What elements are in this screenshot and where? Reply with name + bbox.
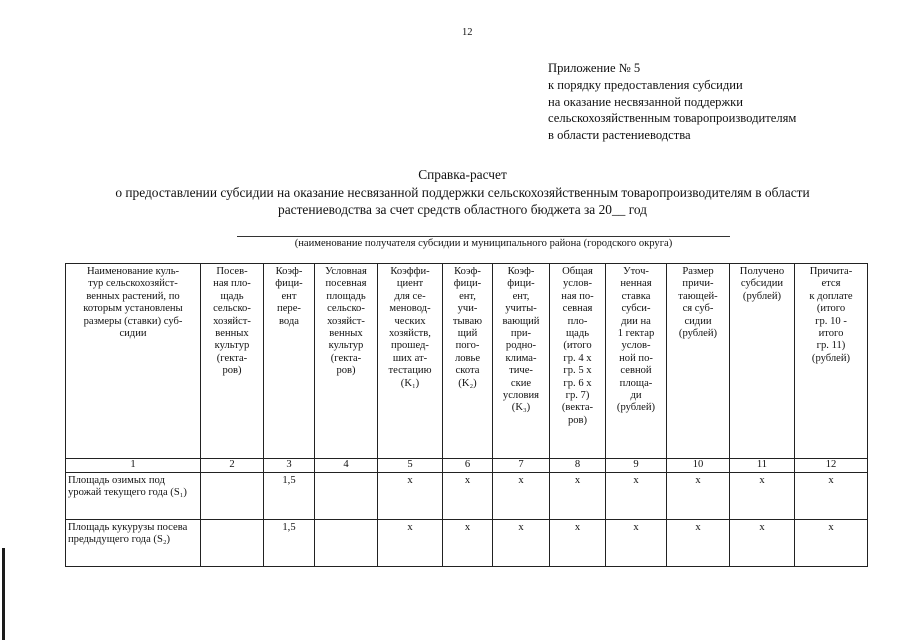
table-cell: 1,5 bbox=[264, 473, 315, 520]
column-header: Условная посевная площадь сельско- хозяйст- венных культур (гекта- ров) bbox=[315, 264, 378, 459]
table-cell bbox=[201, 520, 264, 567]
annex-line: на оказание несвязанной поддержки bbox=[548, 94, 744, 109]
table-cell: х bbox=[667, 520, 730, 567]
column-header: Посев- ная пло- щадь сельско- хозяйст- венных культур (гекта- ров) bbox=[201, 264, 264, 459]
table-cell: х bbox=[730, 473, 795, 520]
column-header: Уточ- ненная ставка субси- дии на 1 гектар услов- ной по- севной площа- ди (рублей) bbox=[606, 264, 667, 459]
table-cell bbox=[315, 520, 378, 567]
column-number: 12 bbox=[795, 459, 868, 473]
column-number: 8 bbox=[550, 459, 606, 473]
table-header-row bbox=[66, 264, 868, 459]
crop-name-cell: Площадь кукурузы посева предыдущего года (S₂) bbox=[66, 520, 201, 567]
annex-line: к порядку предоставления субсидии bbox=[548, 77, 743, 92]
column-number: 9 bbox=[606, 459, 667, 473]
table-row bbox=[66, 520, 868, 567]
column-number: 6 bbox=[443, 459, 493, 473]
column-number: 4 bbox=[315, 459, 378, 473]
column-header: Наименование куль- тур сельскохозяйст- венных растений, по которым установлены размеры (ставки) суб- сидии bbox=[66, 264, 201, 459]
table-cell: х bbox=[550, 520, 606, 567]
column-header: Причита- ется к доплате (итого гр. 10 - итого гр. 11) (рублей) bbox=[795, 264, 868, 459]
table-cell bbox=[201, 473, 264, 520]
annex-line: сельскохозяйственным товаропроизводителям bbox=[548, 111, 797, 126]
column-number-row bbox=[66, 459, 868, 473]
column-number: 2 bbox=[201, 459, 264, 473]
table-cell: х bbox=[443, 520, 493, 567]
scan-edge-mark bbox=[2, 548, 5, 640]
document-heading: Справка-расчет bbox=[418, 167, 507, 182]
column-number: 10 bbox=[667, 459, 730, 473]
table-cell: х bbox=[493, 473, 550, 520]
recipient-blank-line bbox=[237, 236, 730, 237]
table-cell bbox=[315, 473, 378, 520]
column-header: Коэффи- циент для се- меновод- ческих хозяйств, прошед- ших ат- тестацию (K₁) bbox=[378, 264, 443, 459]
crop-name-cell: Площадь озимых под урожай текущего года (S₁) bbox=[66, 473, 201, 520]
table-cell: х bbox=[795, 473, 868, 520]
column-header: Получено субсидии (рублей) bbox=[730, 264, 795, 459]
table-cell: х bbox=[606, 473, 667, 520]
table-cell: х bbox=[730, 520, 795, 567]
subsidy-calculation-table bbox=[65, 263, 868, 567]
column-number: 3 bbox=[264, 459, 315, 473]
document-subtitle-line: растениеводства за счет средств областного бюджета за 20__ год bbox=[278, 202, 647, 217]
recipient-caption: (наименование получателя субсидии и муниципального района (городского округа) bbox=[294, 238, 673, 249]
page-number: 12 bbox=[462, 27, 473, 38]
table-cell: х bbox=[550, 473, 606, 520]
table-cell: х bbox=[443, 473, 493, 520]
column-number: 11 bbox=[730, 459, 795, 473]
annex-title: Приложение № 5 bbox=[548, 61, 641, 75]
table-cell: х bbox=[606, 520, 667, 567]
column-number: 5 bbox=[378, 459, 443, 473]
table-cell: х bbox=[378, 473, 443, 520]
column-number: 1 bbox=[66, 459, 201, 473]
column-header: Коэф- фици- ент пере- вода bbox=[264, 264, 315, 459]
column-header: Коэф- фици- ент, учи- тываю щий пого- ловье скота (K₂) bbox=[443, 264, 493, 459]
table-cell: 1,5 bbox=[264, 520, 315, 567]
annex-line: в области растениеводства bbox=[548, 128, 691, 143]
column-header: Коэф- фици- ент, учиты- вающий при- родно- клима- тиче- ские условия (K₃) bbox=[493, 264, 550, 459]
table-cell: х bbox=[667, 473, 730, 520]
document-title bbox=[40, 166, 885, 219]
table-cell: х bbox=[493, 520, 550, 567]
table-cell: х bbox=[795, 520, 868, 567]
document-subtitle-line: о предоставлении субсидии на оказание несвязанной поддержки сельскохозяйственным товаропроизводителям в области bbox=[115, 184, 810, 200]
table-cell: х bbox=[378, 520, 443, 567]
column-header: Общая услов- ная по- севная пло- щадь (итого гр. 4 х гр. 5 х гр. 6 х гр. 7) (векта- ров) bbox=[550, 264, 606, 459]
table-row bbox=[66, 473, 868, 520]
annex-reference bbox=[548, 60, 796, 144]
column-number: 7 bbox=[493, 459, 550, 473]
column-header: Размер причи- тающей- ся суб- сидии (рублей) bbox=[667, 264, 730, 459]
